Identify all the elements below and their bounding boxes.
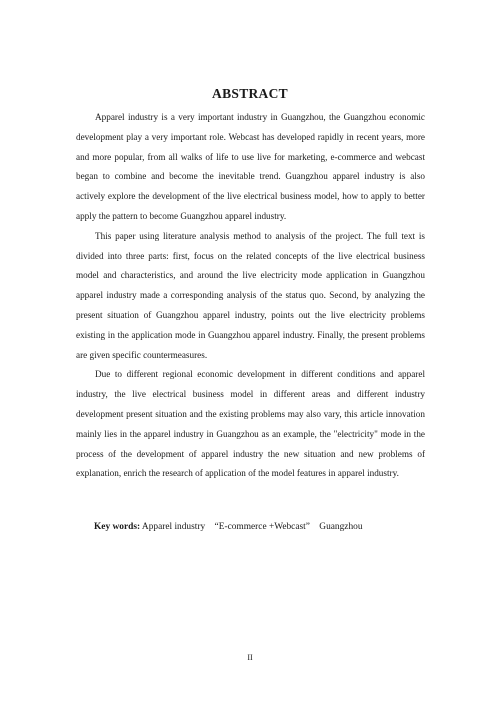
page-number: II	[247, 653, 253, 662]
keywords-text: Apparel industry “E-commerce +Webcast” Guangzhou	[140, 522, 363, 532]
abstract-paragraph-2: This paper using literature analysis method to analysis of the project. The full text is divided into three parts: first, focus on the related concepts of the live electrical business model and characteristics, and around the live electricity mode application in Guangzhou apparel industry made a corresponding analysis of the status quo. Second, by analyzing the present situation of Guangzhou apparel industry, points out the live electricity problems existing in the application mode in Guangzhou apparel industry. Finally, the present problems are given specific countermeasures.	[76, 230, 425, 360]
keywords-label: Key words:	[94, 522, 141, 532]
abstract-title: ABSTRACT	[212, 86, 288, 101]
keywords-line	[94, 520, 434, 534]
abstract-body	[76, 108, 425, 484]
abstract-paragraph-3: Due to different regional economic development in different conditions and apparel industry, the live electrical business model in different areas and different industry development present situation and the existing problems may also vary, this article innovation mainly lies in the apparel industry in Guangzhou as an example, the "electricity" mode in the process of the development of apparel industry the new situation and new problems of explanation, enrich the research of application of the model features in apparel industry.	[76, 369, 425, 479]
abstract-paragraph-1: Apparel industry is a very important industry in Guangzhou, the Guangzhou economic development play a very important role. Webcast has developed rapidly in recent years, more and more popular, from all walks of life to use live for marketing, e-commerce and webcast began to combine and become the inevitable trend. Guangzhou apparel industry is also actively explore the development of the live electrical business model, how to apply to better apply the pattern to become Guangzhou apparel industry.	[76, 112, 425, 221]
